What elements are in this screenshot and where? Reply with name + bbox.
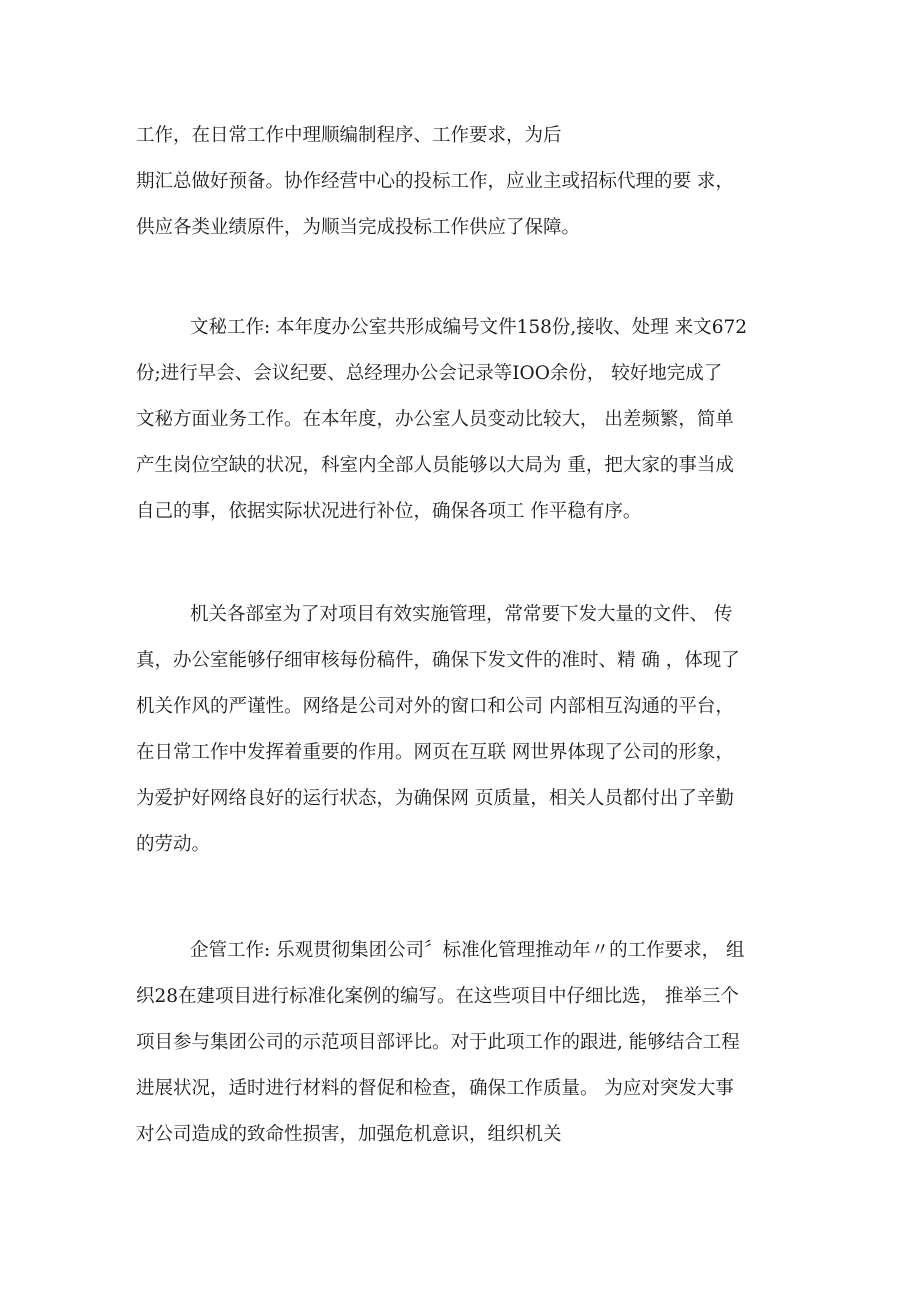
text-line: 产生岗位空缺的状况，科室内全部人员能够以大局为 重，把大家的事当成 (136, 455, 734, 476)
text-line: 文秘方面业务工作。在本年度，办公室人员变动比较大， 出差频繁，简单 (136, 409, 734, 430)
paragraph-document-review (136, 592, 796, 868)
text-line: 项目参与集团公司的示范项目部评比。对于此项工作的跟进, 能够结合工程 (136, 1032, 740, 1053)
text-line: 在日常工作中发挥着重要的作用。网页在互联 网世界体现了公司的形象， (136, 742, 734, 763)
paragraph-enterprise-management (136, 928, 796, 1158)
text-line: 的劳动。 (136, 834, 211, 855)
paragraph-work-procedures (136, 113, 796, 251)
text-line: 进展状况，适时进行材料的督促和检查，确保工作质量。 为应对突发大事 (136, 1078, 734, 1099)
text-line: 对公司造成的致命性损害，加强危机意识，组织机关 (136, 1124, 562, 1145)
text-line: 文秘工作: 本年度办公室共形成编号文件158份,接收、处理 来文672 (190, 317, 747, 338)
text-line: 织28在建项目进行标准化案例的编写。在这些项目中仔细比选， 推举三个 (136, 986, 739, 1007)
text-line: 份;进行早会、会议纪要、总经理办公会记录等IOO余份， 较好地完成了 (136, 363, 723, 384)
text-line: 工作，在日常工作中理顺编制程序、工作要求，为后 (136, 125, 562, 146)
text-line: 自己的事，依据实际状况进行补位，确保各项工 作平稳有序。 (136, 501, 642, 522)
text-line: 机关各部室为了对项目有效实施管理，常常要下发大量的文件、 传 (190, 604, 733, 625)
text-line: 企管工作: 乐观贯彻集团公司〞标准化管理推动年〃的工作要求， 组 (190, 940, 745, 961)
paragraph-secretarial-work (136, 305, 796, 535)
text-line: 期汇总做好预备。协作经营中心的投标工作，应业主或招标代理的要 求， (136, 171, 734, 192)
text-line: 真，办公室能够仔细审核每份稿件，确保下发文件的准时、精 确 ，体现了 (136, 650, 740, 671)
text-line: 为爱护好网络良好的运行状态，为确保网 页质量，相关人员都付出了辛勤 (136, 788, 734, 809)
text-line: 供应各类业绩原件，为顺当完成投标工作供应了保障。 (136, 217, 581, 238)
text-line: 机关作风的严谨性。网络是公司对外的窗口和公司 内部相互沟通的平台， (136, 696, 734, 717)
